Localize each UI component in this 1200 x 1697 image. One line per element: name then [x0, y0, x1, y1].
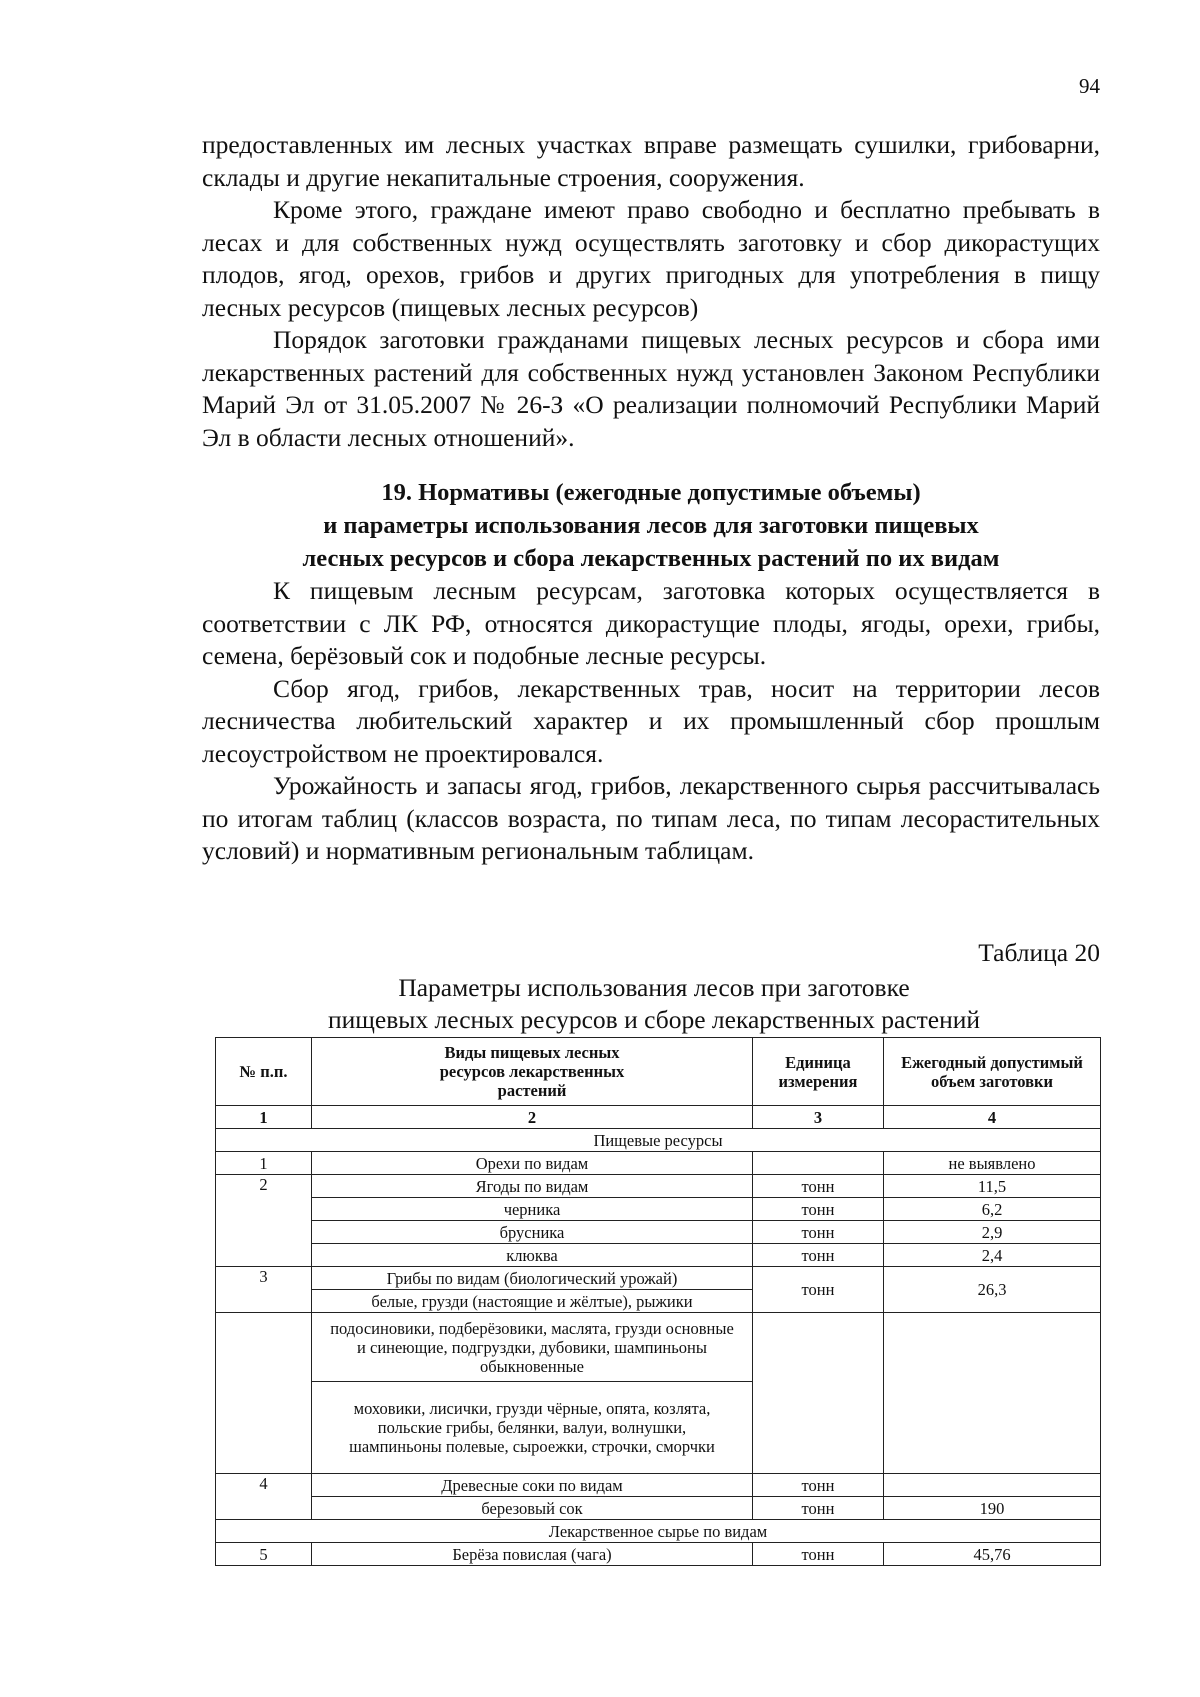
section-title — [202, 476, 1100, 575]
resource-name: клюква — [312, 1244, 753, 1267]
paragraph: Порядок заготовки гражданами пищевых лесных ресурсов и сбора ими лекарственных растений для собственных нужд установлен Законом Республики Марий Эл от 31.05.2007 № 26-З «О реализации полномочий Республики Марий Эл в области лесных отношений». — [202, 325, 1100, 452]
row-number — [216, 1313, 312, 1474]
resource-name: березовый сок — [312, 1497, 753, 1520]
section-row-food — [216, 1129, 1101, 1152]
volume: 2,4 — [884, 1244, 1101, 1267]
volume: 45,76 — [884, 1543, 1101, 1566]
resource-name: Орехи по видам — [312, 1152, 753, 1175]
row-number: 4 — [216, 1474, 312, 1520]
resource-name: черника — [312, 1198, 753, 1221]
unit — [753, 1152, 884, 1175]
table-row — [216, 1267, 1101, 1290]
paragraph: Кроме этого, граждане имеют право свободно и бесплатно пребывать в лесах и для собственных нужд осуществлять заготовку и сбор дикорастущих плодов, ягод, орехов, грибов и других пригодных для употребления в пищу лесных ресурсов (пищевых лесных ресурсов) — [202, 195, 1100, 322]
volume: 190 — [884, 1497, 1101, 1520]
section-title-line: и параметры использования лесов для заготовки пищевых — [323, 512, 979, 539]
row-number: 5 — [216, 1543, 312, 1566]
table-row — [216, 1152, 1101, 1175]
document-body — [202, 129, 1100, 868]
paragraph: К пищевым лесным ресурсам, заготовка которых осуществляется в соответствии с ЛК РФ, относятся дикорастущие плоды, ягоды, орехи, грибы, семена, берёзовый сок и подобные лесные ресурсы. — [202, 576, 1100, 670]
table-caption — [214, 972, 1094, 1036]
volume: не выявлено — [884, 1152, 1101, 1175]
section-row-medicinal — [216, 1520, 1101, 1543]
resource-name: белые, грузди (настоящие и жёлтые), рыжики — [312, 1290, 753, 1313]
section-title-line: 19. Нормативы (ежегодные допустимые объемы) — [381, 479, 921, 506]
table-label: Таблица 20 — [978, 938, 1100, 967]
section-title-line: лесных ресурсов и сбора лекарственных растений по их видам — [302, 545, 1000, 572]
table-row — [216, 1474, 1101, 1497]
table-caption-line: пищевых лесных ресурсов и сборе лекарственных растений — [327, 1005, 981, 1034]
volume — [884, 1474, 1101, 1497]
table-row — [216, 1543, 1101, 1566]
unit: тонн — [753, 1175, 884, 1198]
resource-name: Древесные соки по видам — [312, 1474, 753, 1497]
unit: тонн — [753, 1244, 884, 1267]
volume: 6,2 — [884, 1198, 1101, 1221]
row-number: 1 — [216, 1152, 312, 1175]
page-number: 94 — [1079, 74, 1100, 98]
unit: тонн — [753, 1198, 884, 1221]
table-row — [216, 1175, 1101, 1198]
unit: тонн — [753, 1474, 884, 1497]
table-row — [216, 1221, 1101, 1244]
resource-name: моховики, лисички, грузди чёрные, опята, козлята, польские грибы, белянки, валуи, волнушки, шампиньоны полевые, сыроежки, строчки, сморчки — [312, 1382, 753, 1474]
column-number: 3 — [753, 1106, 884, 1129]
header-volume: Ежегодный допустимый объем заготовки — [884, 1038, 1101, 1106]
volume: 2,9 — [884, 1221, 1101, 1244]
section-label: Пищевые ресурсы — [216, 1129, 1101, 1152]
resource-name: Берёза повислая (чага) — [312, 1543, 753, 1566]
unit — [753, 1313, 884, 1474]
unit: тонн — [753, 1497, 884, 1520]
row-number: 2 — [216, 1175, 312, 1267]
resource-name: Грибы по видам (биологический урожай) — [312, 1267, 753, 1290]
unit: тонн — [753, 1221, 884, 1244]
resource-name: брусника — [312, 1221, 753, 1244]
resource-name: Ягоды по видам — [312, 1175, 753, 1198]
table-row — [216, 1313, 1101, 1382]
volume: 26,3 — [884, 1267, 1101, 1313]
paragraph: предоставленных им лесных участках вправе размещать сушилки, грибоварни, склады и другие некапитальные строения, сооружения. — [202, 130, 1100, 192]
table-caption-line: Параметры использования лесов при заготовке — [398, 973, 910, 1002]
column-number: 1 — [216, 1106, 312, 1129]
resource-name: подосиновики, подберёзовики, маслята, грузди основные и синеющие, подгруздки, дубовики, шампиньоны обыкновенные — [312, 1313, 753, 1382]
header-number: № п.п. — [216, 1038, 312, 1106]
header-resource-type: Виды пищевых лесных ресурсов лекарственных растений — [312, 1038, 753, 1106]
paragraph: Урожайность и запасы ягод, грибов, лекарственного сырья рассчитывалась по итогам таблиц (классов возраста, по типам леса, по типам лесорастительных условий) и нормативным региональным таблицам. — [202, 771, 1100, 865]
column-number: 4 — [884, 1106, 1101, 1129]
paragraph: Сбор ягод, грибов, лекарственных трав, носит на территории лесов лесничества любительский характер и их промышленный сбор прошлым лесоустройством не проектировался. — [202, 673, 1100, 768]
table-row — [216, 1198, 1101, 1221]
table-row — [216, 1497, 1101, 1520]
header-unit: Единица измерения — [753, 1038, 884, 1106]
table-header-row — [216, 1038, 1101, 1106]
section-label: Лекарственное сырье по видам — [216, 1520, 1101, 1543]
column-number-row — [216, 1106, 1101, 1129]
column-number: 2 — [312, 1106, 753, 1129]
unit: тонн — [753, 1543, 884, 1566]
volume: 11,5 — [884, 1175, 1101, 1198]
parameters-table — [215, 1037, 1101, 1566]
volume — [884, 1313, 1101, 1474]
unit: тонн — [753, 1267, 884, 1313]
table-row — [216, 1244, 1101, 1267]
row-number: 3 — [216, 1267, 312, 1313]
